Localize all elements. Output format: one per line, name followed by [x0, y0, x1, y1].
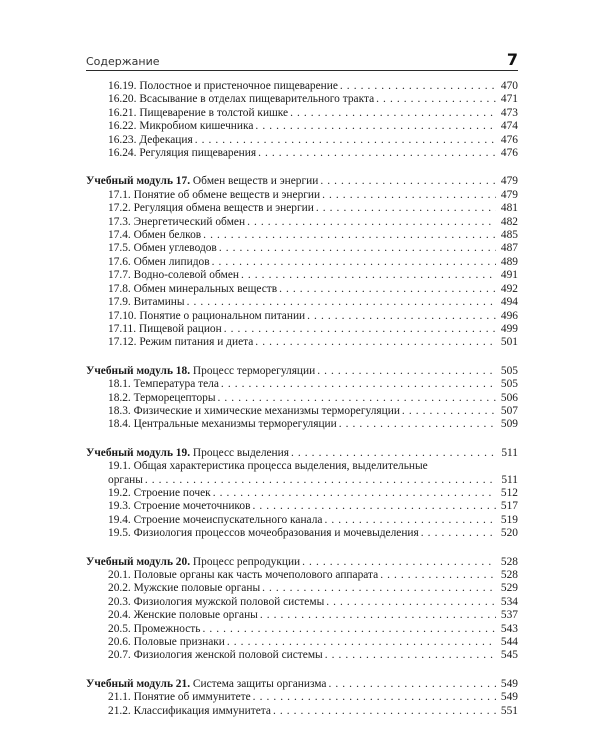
dot-leader — [273, 705, 496, 718]
toc-entry[interactable] — [86, 514, 518, 527]
dot-leader — [145, 474, 496, 487]
page-ref: 512 — [500, 486, 518, 499]
entry-title: 17.1. Понятие об обмене веществ и энергии — [108, 188, 321, 201]
dot-leader — [376, 93, 496, 106]
page-ref: 494 — [500, 296, 518, 309]
module-name: Система защиты организма — [192, 677, 327, 690]
toc-entry[interactable] — [86, 189, 518, 202]
dot-leader — [302, 556, 496, 569]
toc-entry[interactable] — [86, 705, 518, 718]
entry-title: 17.8. Обмен минеральных веществ — [108, 282, 278, 295]
page-ref: 509 — [500, 418, 518, 431]
entry-title: 17.9. Витамины — [108, 296, 185, 309]
toc-entry[interactable] — [86, 582, 518, 595]
dot-leader — [307, 310, 496, 323]
page-number: 7 — [506, 50, 518, 69]
dot-leader — [317, 365, 496, 378]
module-title — [86, 175, 318, 188]
dot-leader — [258, 147, 496, 160]
entry-title: 19.3. Строение мочеточников — [108, 500, 251, 513]
section-title: Содержание — [86, 55, 160, 68]
dot-leader — [227, 636, 496, 649]
toc-entry[interactable] — [86, 202, 518, 215]
dot-leader — [195, 134, 496, 147]
entry-title: 20.2. Мужские половые органы — [108, 582, 261, 595]
page-ref: 471 — [500, 93, 518, 106]
dot-leader — [324, 514, 496, 527]
entry-title: 20.4. Женские половые органы — [108, 609, 258, 622]
entry-title: 18.1. Температура тела — [108, 378, 219, 391]
toc-entry[interactable] — [86, 336, 518, 349]
entry-title: 16.22. Микробиом кишечника — [108, 120, 254, 133]
entry-title-continuation: органы — [108, 473, 143, 486]
entry-title: 17.2. Регуляция обмена веществ и энергии — [108, 202, 314, 215]
module-title — [86, 365, 315, 378]
toc-entry[interactable] — [86, 405, 518, 418]
page-ref: 485 — [500, 229, 518, 242]
page-ref: 506 — [500, 391, 518, 404]
dot-leader — [212, 256, 496, 269]
module-title — [86, 447, 289, 460]
toc-module-heading[interactable] — [86, 678, 518, 691]
page-ref: 479 — [500, 175, 518, 188]
module-label: Учебный модуль 17. — [86, 175, 191, 188]
page-ref: 491 — [500, 269, 518, 282]
page-ref: 528 — [500, 555, 518, 568]
entry-title: 20.7. Физиология женской половой системы — [108, 649, 323, 662]
toc-entry[interactable] — [86, 120, 518, 133]
toc-entry[interactable] — [86, 283, 518, 296]
dot-leader — [328, 678, 496, 691]
toc-entry[interactable] — [86, 527, 518, 540]
page-ref: 528 — [500, 569, 518, 581]
page-ref: 482 — [500, 215, 518, 228]
dot-leader — [290, 107, 496, 120]
page-ref: 519 — [500, 513, 518, 526]
toc-entry[interactable] — [86, 500, 518, 513]
module-name: Обмен веществ и энергии — [192, 175, 319, 188]
toc-entry[interactable] — [86, 134, 518, 147]
dot-leader — [402, 405, 496, 418]
page-ref: 505 — [500, 378, 518, 391]
toc-block — [86, 678, 518, 718]
page-ref: 507 — [500, 404, 518, 417]
page-ref: 549 — [500, 691, 518, 704]
table-of-contents — [86, 80, 518, 733]
entry-title: 19.1. Общая характеристика процесса выделения, выделительные — [108, 460, 428, 473]
dot-leader — [224, 323, 496, 336]
page-ref: 474 — [500, 120, 518, 133]
toc-module-heading[interactable] — [86, 365, 518, 378]
page-ref: 489 — [500, 255, 518, 268]
dot-leader — [241, 269, 496, 282]
entry-title: 17.12. Режим питания и диета — [108, 336, 254, 349]
toc-entry-continuation[interactable] — [86, 474, 518, 487]
module-name: Процесс выделения — [192, 446, 289, 459]
page-ref: 551 — [500, 704, 518, 717]
page-ref: 487 — [500, 242, 518, 255]
dot-leader — [203, 229, 496, 242]
page-ref: 501 — [500, 336, 518, 349]
page-ref: 529 — [500, 582, 518, 595]
module-label: Учебный модуль 20. — [86, 555, 191, 568]
dot-leader — [340, 80, 496, 93]
page-ref: 511 — [501, 446, 518, 459]
entry-title: 17.7. Водно-солевой обмен — [108, 269, 239, 282]
module-label: Учебный модуль 18. — [86, 364, 191, 377]
toc-entry[interactable] — [86, 269, 518, 282]
toc-block — [86, 447, 518, 541]
module-label: Учебный модуль 21. — [86, 677, 191, 690]
dot-leader — [187, 296, 496, 309]
toc-entry[interactable] — [86, 691, 518, 704]
page-ref: 505 — [500, 364, 518, 377]
toc-block — [86, 556, 518, 663]
dot-leader — [316, 202, 496, 215]
page-ref: 511 — [501, 473, 518, 486]
dot-leader — [260, 609, 496, 622]
entry-title: 20.5. Промежность — [108, 622, 201, 635]
page-ref: 545 — [500, 649, 518, 662]
toc-block — [86, 365, 518, 432]
entry-title: 16.21. Пищеварение в толстой кишке — [108, 106, 289, 119]
entry-title: 20.6. Половые признаки — [108, 636, 225, 649]
page-ref: 473 — [500, 106, 518, 119]
page-ref: 470 — [500, 80, 518, 92]
entry-title: 20.3. Физиология мужской половой системы — [108, 595, 325, 608]
entry-title: 18.4. Центральные механизмы терморегуляции — [108, 418, 337, 431]
toc-entry[interactable] — [86, 310, 518, 323]
toc-module-heading[interactable] — [86, 175, 518, 188]
dot-leader — [218, 392, 496, 405]
entry-title: 21.2. Классификация иммунитета — [108, 704, 271, 717]
toc-entry[interactable] — [86, 392, 518, 405]
dot-leader — [279, 283, 496, 296]
page-ref: 517 — [500, 500, 518, 513]
toc-entry[interactable] — [86, 460, 518, 473]
page-ref: 476 — [500, 133, 518, 146]
toc-entry[interactable] — [86, 229, 518, 242]
dot-leader — [253, 691, 496, 704]
page-ref: 520 — [500, 527, 518, 540]
entry-title: 19.2. Строение почек — [108, 486, 211, 499]
toc-module-heading[interactable] — [86, 447, 518, 460]
toc-entry[interactable] — [86, 242, 518, 255]
toc-entry[interactable] — [86, 569, 518, 582]
running-header — [86, 50, 518, 71]
module-label: Учебный модуль 19. — [86, 446, 191, 459]
toc-entry[interactable] — [86, 256, 518, 269]
module-name: Процесс терморегуляции — [192, 364, 316, 377]
dot-leader — [291, 447, 496, 460]
page-ref: 534 — [500, 595, 518, 608]
entry-title: 16.24. Регуляция пищеварения — [108, 147, 257, 160]
entry-title: 19.5. Физиология процессов мочеобразования и мочевыделения — [108, 527, 419, 540]
dot-leader — [252, 500, 496, 513]
toc-entry[interactable] — [86, 487, 518, 500]
module-title — [86, 556, 300, 569]
entry-title: 18.2. Терморецепторы — [108, 391, 216, 404]
toc-entry[interactable] — [86, 378, 518, 391]
toc-entry[interactable] — [86, 323, 518, 336]
entry-title: 16.23. Дефекация — [108, 133, 193, 146]
entry-title: 16.19. Полостное и пристеночное пищеварение — [108, 80, 338, 92]
dot-leader — [320, 175, 496, 188]
entry-title: 17.10. Понятие о рациональном питании — [108, 309, 306, 322]
toc-entry[interactable] — [86, 596, 518, 609]
dot-leader — [421, 527, 496, 540]
toc-module-heading[interactable] — [86, 556, 518, 569]
dot-leader — [202, 623, 496, 636]
entry-title: 17.3. Энергетический обмен — [108, 215, 246, 228]
entry-title: 21.1. Понятие об иммунитете — [108, 691, 251, 704]
dot-leader — [262, 582, 496, 595]
dot-leader — [325, 649, 496, 662]
page-ref: 544 — [500, 636, 518, 649]
toc-entry[interactable] — [86, 649, 518, 662]
toc-entry[interactable] — [86, 93, 518, 106]
page-ref: 476 — [500, 147, 518, 160]
page-ref: 479 — [500, 188, 518, 201]
page-ref: 549 — [500, 677, 518, 690]
module-title — [86, 678, 326, 691]
page-ref: 496 — [500, 309, 518, 322]
dot-leader — [247, 216, 496, 229]
entry-title: 17.4. Обмен белков — [108, 229, 202, 242]
dot-leader — [326, 596, 496, 609]
entry-title: 20.1. Половые органы как часть мочеполового аппарата — [108, 569, 379, 581]
page-ref: 481 — [500, 202, 518, 215]
page-ref: 499 — [500, 322, 518, 335]
toc-entry[interactable] — [86, 216, 518, 229]
toc-entry[interactable] — [86, 609, 518, 622]
dot-leader — [322, 189, 496, 202]
toc-block — [86, 175, 518, 349]
toc-entry[interactable] — [86, 107, 518, 120]
page-ref: 543 — [500, 622, 518, 635]
dot-leader — [213, 487, 496, 500]
dot-leader — [339, 418, 496, 431]
page-ref: 537 — [500, 609, 518, 622]
entry-title: 17.11. Пищевой рацион — [108, 322, 222, 335]
dot-leader — [380, 569, 496, 582]
page-ref: 492 — [500, 282, 518, 295]
dot-leader — [219, 242, 496, 255]
entry-title: 17.5. Обмен углеводов — [108, 242, 217, 255]
entry-title: 18.3. Физические и химические механизмы терморегуляции — [108, 404, 400, 417]
toc-entry[interactable] — [86, 418, 518, 431]
toc-entry[interactable] — [86, 623, 518, 636]
module-name: Процесс репродукции — [192, 555, 301, 568]
toc-entry[interactable] — [86, 636, 518, 649]
entry-title: 16.20. Всасывание в отделах пищеварительного тракта — [108, 93, 375, 106]
dot-leader — [255, 120, 496, 133]
dot-leader — [255, 336, 496, 349]
toc-block — [86, 80, 518, 160]
entry-title: 19.4. Строение мочеиспускательного канала — [108, 513, 323, 526]
entry-title: 17.6. Обмен липидов — [108, 255, 210, 268]
toc-entry[interactable] — [86, 80, 518, 93]
toc-entry[interactable] — [86, 147, 518, 160]
dot-leader — [221, 378, 496, 391]
toc-entry[interactable] — [86, 296, 518, 309]
